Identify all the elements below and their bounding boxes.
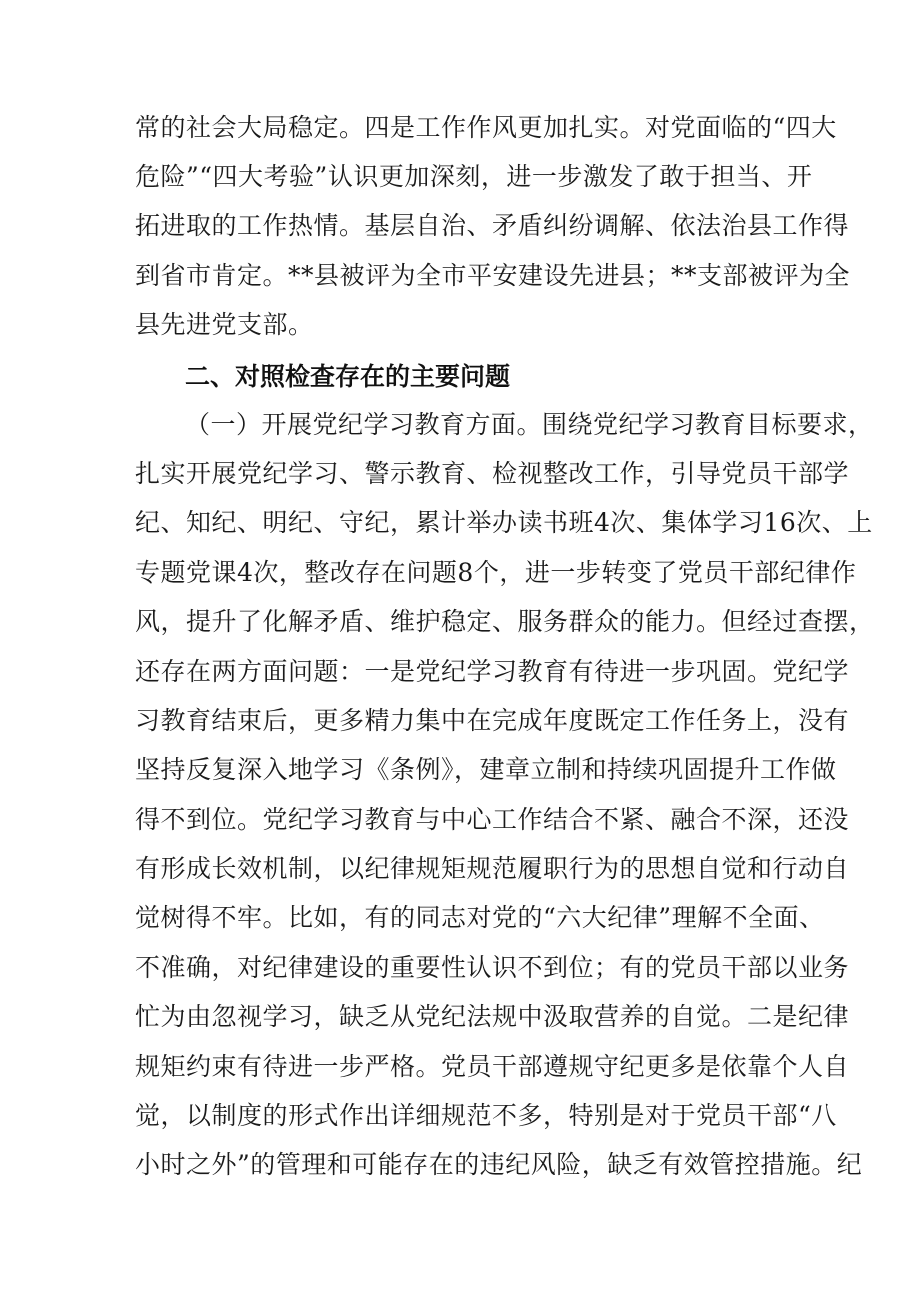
paragraph-line: 纪、知纪、明纪、守纪，累计举办读书班4次、集体学习16次、上 <box>135 508 873 537</box>
paragraph-line: 觉，以制度的形式作出详细规范不多，特别是对于党员干部“八 <box>135 1101 837 1130</box>
paragraph-line: 坚持反复深入地学习《条例》，建章立制和持续巩固提升工作做 <box>135 755 837 784</box>
paragraph-line: 规矩约束有待进一步严格。党员干部遵规守纪更多是依靠个人自 <box>135 1052 850 1081</box>
paragraph-line: 忙为由忽视学习，缺乏从党纪法规中汲取营养的自觉。二是纪律 <box>135 1002 850 1031</box>
paragraph-line: 习教育结束后，更多精力集中在完成年度既定工作任务上，没有 <box>135 706 850 735</box>
paragraph-line: 觉树得不牢。比如，有的同志对党的“六大纪律”理解不全面、 <box>135 903 825 932</box>
paragraph-line: 还存在两方面问题：一是党纪学习教育有待进一步巩固。党纪学 <box>135 657 850 686</box>
paragraph-line: 扎实开展党纪学习、警示教育、检视整改工作，引导党员干部学 <box>135 459 850 488</box>
paragraph-line: 有形成长效机制，以纪律规矩规范履职行为的思想自觉和行动自 <box>135 854 850 883</box>
paragraph-line: 危险”“四大考验”认识更加深刻，进一步激发了敢于担当、开 <box>135 162 813 191</box>
paragraph-line: 得不到位。党纪学习教育与中心工作结合不紧、融合不深，还没 <box>135 805 850 834</box>
paragraph-line: 小时之外”的管理和可能存在的违纪风险，缺乏有效管控措施。纪 <box>135 1150 863 1179</box>
paragraph-line: 不准确，对纪律建设的重要性认识不到位；有的党员干部以业务 <box>135 953 850 982</box>
paragraph-line: 到省市肯定。**县被评为全市平安建设先进县；**支部被评为全 <box>135 261 851 290</box>
section-heading: 二、对照检查存在的主要问题 <box>185 362 511 391</box>
paragraph-line: 常的社会大局稳定。四是工作作风更加扎实。对党面临的“四大 <box>135 113 837 142</box>
paragraph-line: 拓进取的工作热情。基层自治、矛盾纠纷调解、依法治县工作得 <box>135 211 850 240</box>
paragraph-line: （一）开展党纪学习教育方面。围绕党纪学习教育目标要求， <box>185 410 874 439</box>
paragraph-line: 专题党课4次，整改存在问题8个，进一步转变了党员干部纪律作 <box>135 558 857 587</box>
paragraph-line: 县先进党支部。 <box>135 310 314 339</box>
paragraph-line: 风，提升了化解矛盾、维护稳定、服务群众的能力。但经过查摆， <box>135 607 875 636</box>
